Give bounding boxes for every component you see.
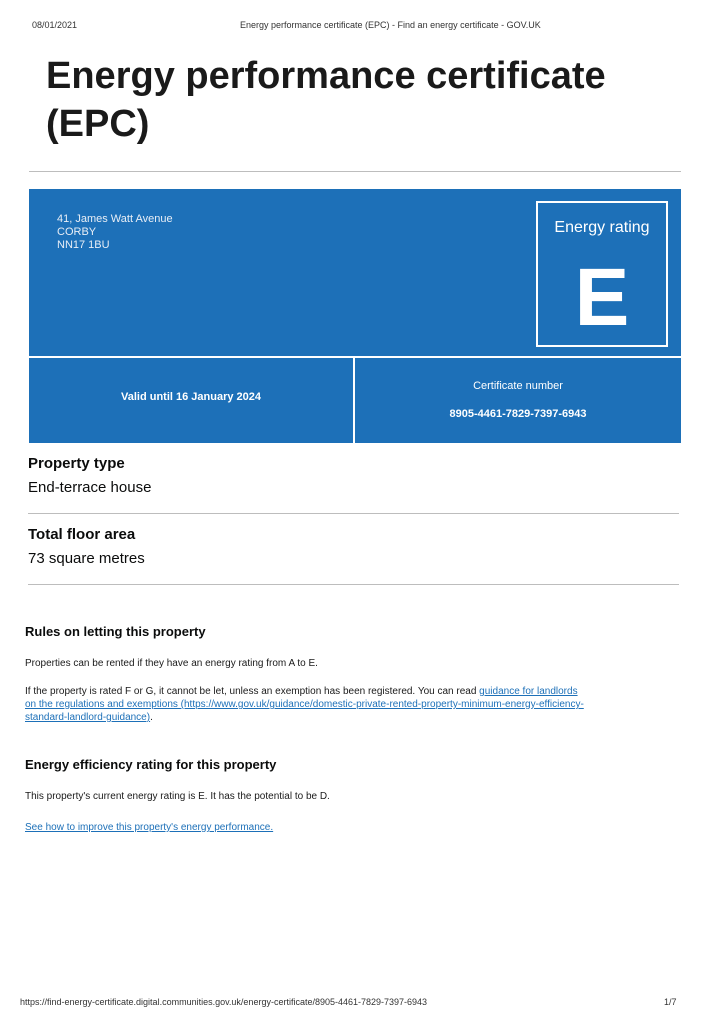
rules-paragraph-2-end: . xyxy=(150,712,153,723)
banner-column-divider xyxy=(353,358,355,443)
section-divider-2 xyxy=(28,584,679,585)
print-date: 08/01/2021 xyxy=(32,20,78,30)
floor-area-value: 73 square metres xyxy=(28,550,145,567)
rules-heading: Rules on letting this property xyxy=(25,624,206,639)
energy-rating-box xyxy=(536,201,668,347)
valid-until: Valid until 16 January 2024 xyxy=(120,391,261,403)
efficiency-heading: Energy efficiency rating for this property xyxy=(25,757,277,772)
rules-paragraph-1: Properties can be rented if they have an energy rating from A to E. xyxy=(25,658,318,669)
rules-paragraph-2-text: If the property is rated F or G, it cannot be let, unless an exemption has been registered. You can read xyxy=(25,686,480,697)
energy-rating-letter: E xyxy=(574,252,630,343)
improve-performance-link[interactable]: See how to improve this property's energy performance. xyxy=(25,822,274,833)
address-line-1: 41, James Watt Avenue xyxy=(57,213,173,225)
property-address xyxy=(57,213,173,252)
section-divider-1 xyxy=(28,513,679,514)
landlord-guidance-link-url[interactable]: on the regulations and exemptions (https://www.gov.uk/guidance/domestic-private-rented-property-minimum-energy-efficiency- xyxy=(25,699,584,710)
title-divider xyxy=(29,171,681,172)
page-title: Energy performance certificate (EPC) xyxy=(46,55,606,145)
efficiency-text: This property's current energy rating is E. It has the potential to be D. xyxy=(25,791,330,802)
print-header-title: Energy performance certificate (EPC) - Find an energy certificate - GOV.UK xyxy=(240,20,541,30)
floor-area-label: Total floor area xyxy=(28,526,136,543)
print-footer-url: https://find-energy-certificate.digital.communities.gov.uk/energy-certificate/8905-4461-7829-7397-6943 xyxy=(20,997,428,1007)
rules-paragraph-2 xyxy=(25,685,685,724)
epc-summary-banner xyxy=(29,189,681,443)
address-line-3: NN17 1BU xyxy=(57,239,110,251)
address-line-2: CORBY xyxy=(57,226,97,238)
banner-divider xyxy=(29,356,681,358)
landlord-guidance-link[interactable]: guidance for landlords xyxy=(479,686,578,697)
energy-rating-label: Energy rating xyxy=(554,219,650,236)
property-type-label: Property type xyxy=(28,455,125,472)
certificate-number-label: Certificate number xyxy=(473,380,563,392)
certificate-number: 8905-4461-7829-7397-6943 xyxy=(449,408,587,420)
print-page-number: 1/7 xyxy=(664,997,677,1007)
property-type-value: End-terrace house xyxy=(28,479,152,496)
landlord-guidance-link-url-end[interactable]: standard-landlord-guidance) xyxy=(25,712,151,723)
